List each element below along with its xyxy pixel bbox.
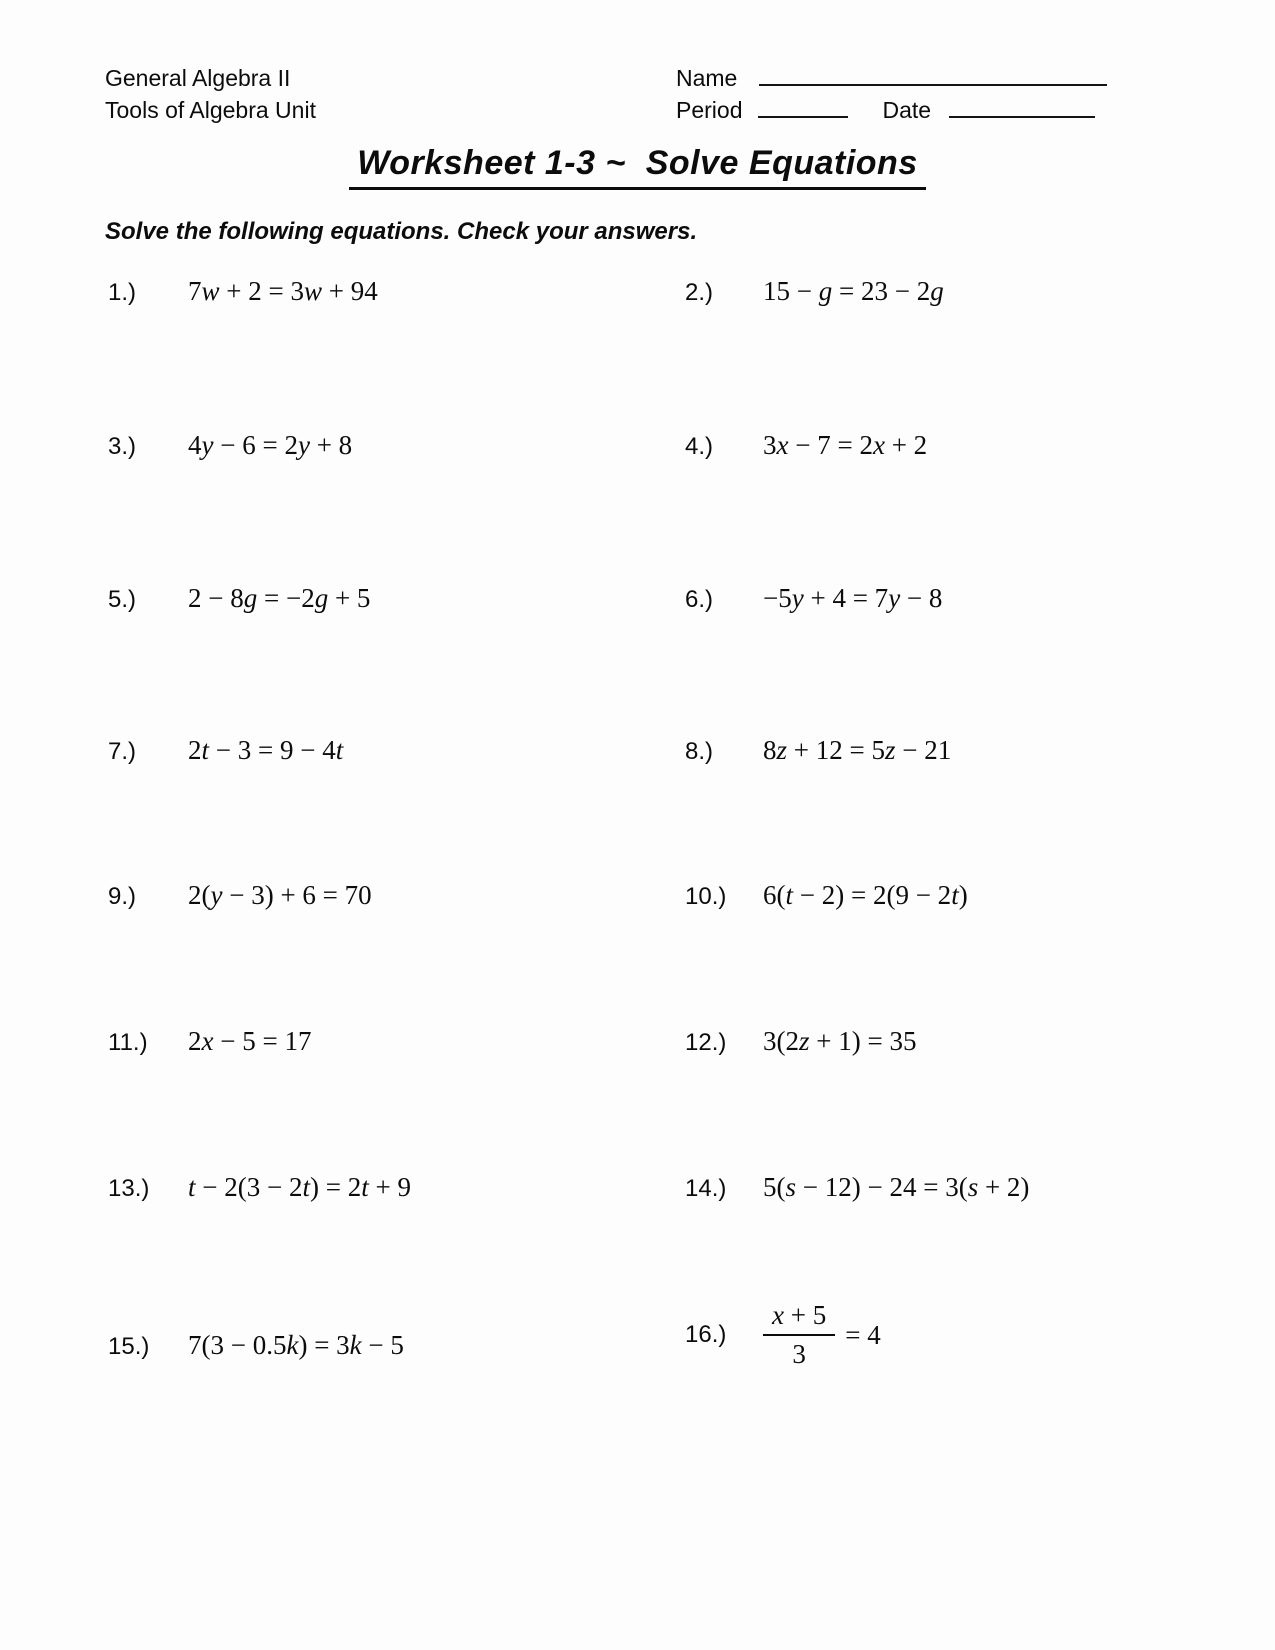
problem-10-equation: 6(t − 2) = 2(9 − 2t) (763, 880, 968, 910)
problem-1-number: 1.) (108, 279, 137, 306)
problem-2 (685, 276, 944, 307)
problem-11 (108, 1026, 311, 1057)
problem-15-equation: 7(3 − 0.5k) = 3k − 5 (188, 1330, 404, 1360)
problem-16-rhs: = 4 (845, 1319, 881, 1350)
problem-4-equation: 3x − 7 = 2x + 2 (763, 430, 928, 460)
problem-12-number: 12.) (685, 1029, 727, 1056)
problem-9-equation: 2(y − 3) + 6 = 70 (188, 880, 372, 910)
problem-6-equation: −5y + 4 = 7y − 8 (763, 583, 943, 613)
problem-13-equation: t − 2(3 − 2t) = 2t + 9 (188, 1172, 411, 1202)
worksheet-title-wrap (0, 144, 1275, 190)
problem-12-equation: 3(2z + 1) = 35 (763, 1026, 917, 1056)
header-fill-in-block (676, 62, 1107, 126)
problem-7-equation: 2t − 3 = 9 − 4t (188, 735, 344, 765)
problem-6 (685, 583, 942, 614)
problem-4-number: 4.) (685, 433, 714, 460)
problem-6-number: 6.) (685, 586, 714, 613)
problem-3-equation: 4y − 6 = 2y + 8 (188, 430, 353, 460)
problem-15-number: 15.) (108, 1333, 150, 1360)
name-label: Name (676, 65, 738, 91)
problem-2-equation: 15 − g = 23 − 2g (763, 276, 944, 306)
problem-9 (108, 880, 372, 911)
header-course-block (105, 62, 316, 126)
name-row (676, 62, 1107, 94)
date-label: Date (882, 97, 932, 123)
problem-7 (108, 735, 343, 766)
problem-14-equation: 5(s − 12) − 24 = 3(s + 2) (763, 1172, 1030, 1202)
problem-8-equation: 8z + 12 = 5z − 21 (763, 735, 952, 765)
problem-2-number: 2.) (685, 279, 714, 306)
problem-15 (108, 1330, 404, 1361)
problem-16-number: 16.) (685, 1321, 727, 1348)
problem-13-number: 13.) (108, 1175, 150, 1202)
period-blank-line (758, 94, 848, 118)
unit-title: Tools of Algebra Unit (105, 97, 316, 123)
name-blank-line (759, 62, 1107, 86)
problem-3-number: 3.) (108, 433, 137, 460)
problem-12 (685, 1026, 916, 1057)
problem-1-equation: 7w + 2 = 3w + 94 (188, 276, 378, 306)
date-blank-line (949, 94, 1095, 118)
problem-9-number: 9.) (108, 883, 137, 910)
problem-4 (685, 430, 927, 461)
problem-13 (108, 1172, 411, 1203)
period-label: Period (676, 97, 743, 123)
instructions: Solve the following equations. Check your answers. (105, 218, 698, 245)
problem-10-number: 10.) (685, 883, 727, 910)
problem-8-number: 8.) (685, 738, 714, 765)
course-title: General Algebra II (105, 65, 291, 91)
fraction-numerator: x + 5 (763, 1300, 835, 1336)
problem-16-fraction (763, 1300, 835, 1370)
problem-5 (108, 583, 370, 614)
fraction-denominator: 3 (792, 1339, 806, 1369)
problem-3 (108, 430, 352, 461)
problem-14-number: 14.) (685, 1175, 727, 1202)
problem-5-number: 5.) (108, 586, 137, 613)
problem-5-equation: 2 − 8g = −2g + 5 (188, 583, 371, 613)
worksheet-title: Worksheet 1-3 ~ Solve Equations (349, 144, 925, 190)
problem-11-number: 11.) (108, 1029, 148, 1056)
problem-1 (108, 276, 378, 307)
problem-11-equation: 2x − 5 = 17 (188, 1026, 312, 1056)
problem-7-number: 7.) (108, 738, 137, 765)
problem-14 (685, 1172, 1029, 1203)
problem-16 (685, 1300, 881, 1370)
problem-8 (685, 735, 951, 766)
period-date-row (676, 94, 1107, 126)
problem-10 (685, 880, 968, 911)
